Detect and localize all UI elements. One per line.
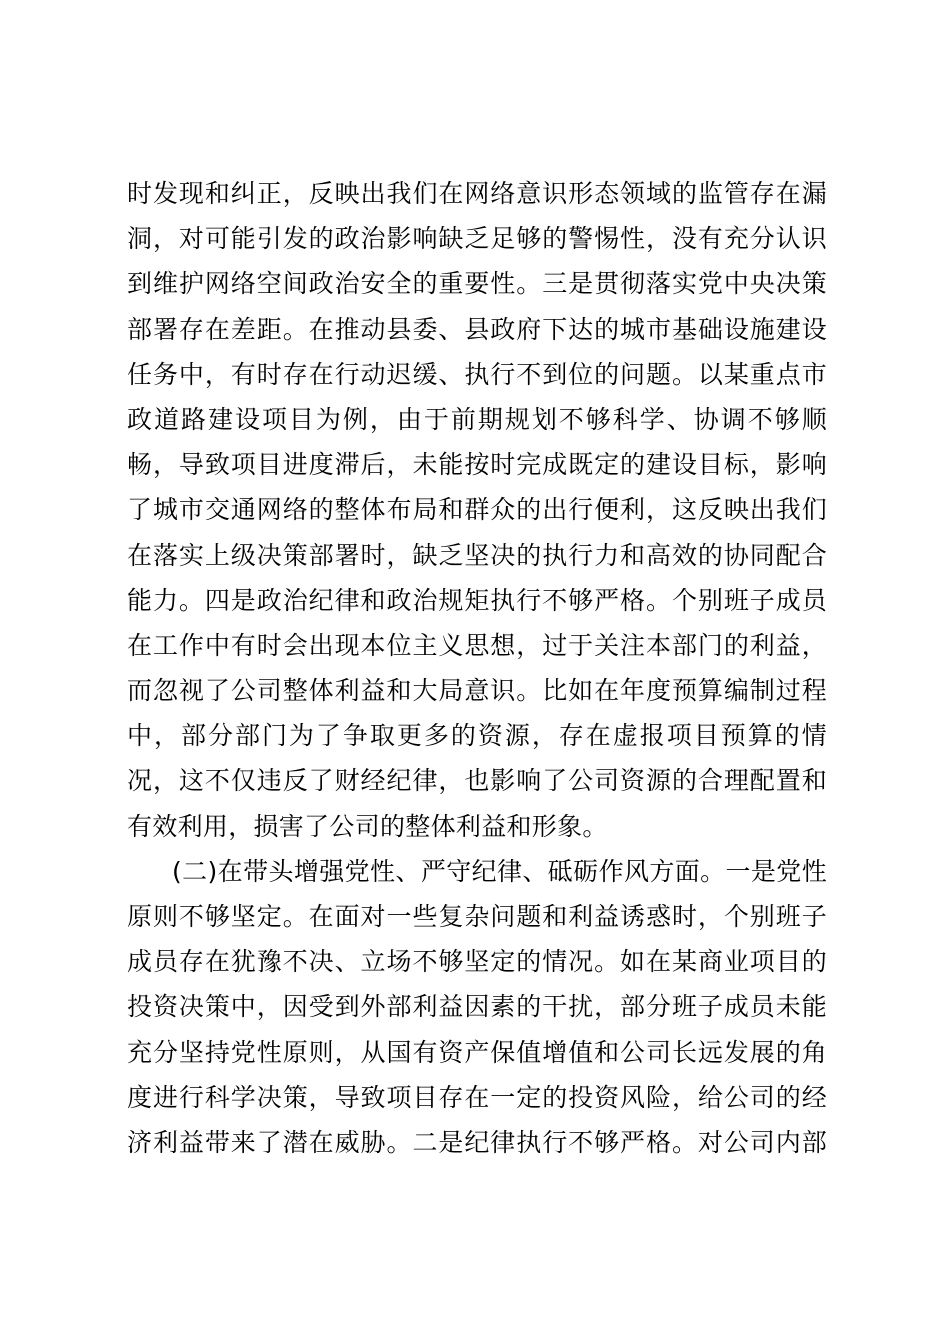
text-line: 济利益带来了潜在威胁。二是纪律执行不够严格。对公司内部 — [127, 1127, 827, 1157]
text-line: 任务中，有时存在行动迟缓、执行不到位的问题。以某重点市 — [127, 359, 827, 389]
section-heading-line: (二)在带头增强党性、严守纪律、砥砺作风方面。一是党性 — [172, 856, 827, 886]
text-line: 在工作中有时会出现本位主义思想，过于关注本部门的利益， — [127, 630, 827, 660]
text-line: 度进行科学决策，导致项目存在一定的投资风险，给公司的经 — [127, 1082, 827, 1112]
text-line: 充分坚持党性原则，从国有资产保值增值和公司长远发展的角 — [127, 1037, 827, 1067]
text-line: 中，部分部门为了争取更多的资源，存在虚报项目预算的情 — [127, 721, 827, 751]
text-line: 在落实上级决策部署时，缺乏坚决的执行力和高效的协同配合 — [127, 540, 827, 570]
text-line: 部署存在差距。在推动县委、县政府下达的城市基础设施建设 — [127, 314, 827, 344]
text-line: 况，这不仅违反了财经纪律，也影响了公司资源的合理配置和 — [127, 766, 827, 796]
text-line: 能力。四是政治纪律和政治规矩执行不够严格。个别班子成员 — [127, 585, 827, 615]
text-line: 原则不够坚定。在面对一些复杂问题和利益诱惑时，个别班子 — [127, 902, 827, 931]
paragraph-end-line: 有效利用，损害了公司的整体利益和形象。 — [127, 811, 608, 841]
text-line: 了城市交通网络的整体布局和群众的出行便利，这反映出我们 — [127, 495, 827, 525]
text-line: 而忽视了公司整体利益和大局意识。比如在年度预算编制过程 — [127, 676, 827, 706]
text-line: 时发现和纠正，反映出我们在网络意识形态领域的监管存在漏 — [127, 179, 827, 208]
text-line: 畅，导致项目进度滞后，未能按时完成既定的建设目标，影响 — [127, 450, 827, 480]
text-line: 政道路建设项目为例，由于前期规划不够科学、协调不够顺 — [127, 404, 827, 434]
text-line: 到维护网络空间政治安全的重要性。三是贯彻落实党中央决策 — [127, 269, 827, 299]
text-line: 投资决策中，因受到外部利益因素的干扰，部分班子成员未能 — [127, 992, 827, 1022]
text-line: 成员存在犹豫不决、立场不够坚定的情况。如在某商业项目的 — [127, 947, 827, 977]
text-line: 洞，对可能引发的政治影响缺乏足够的警惕性，没有充分认识 — [127, 224, 827, 254]
body-text — [127, 171, 827, 1165]
